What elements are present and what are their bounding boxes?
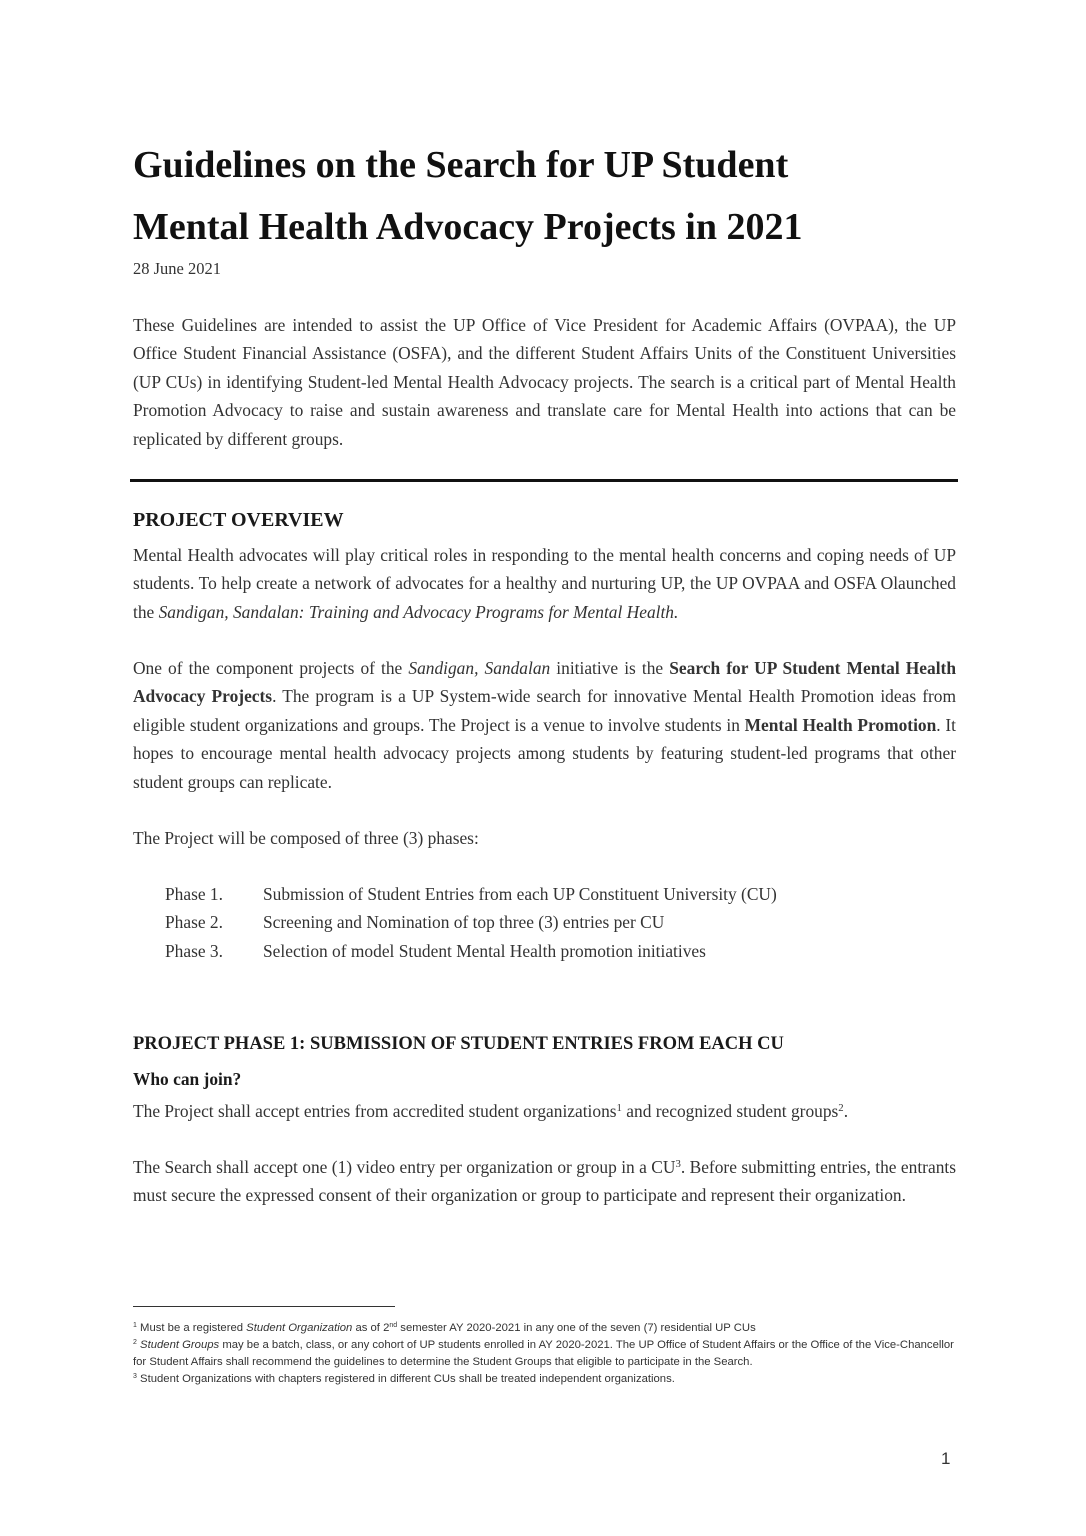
footnotes bbox=[133, 1320, 955, 1388]
section-divider bbox=[130, 479, 958, 482]
page-title bbox=[133, 134, 963, 258]
eligibility-text-a: The Project shall accept entries from accredited student organizations bbox=[133, 1101, 617, 1121]
footnote-number: 1 bbox=[133, 1322, 137, 1330]
phase1-heading: PROJECT PHASE 1: SUBMISSION OF STUDENT ENTRIES FROM EACH CU bbox=[133, 1034, 784, 1054]
component-paragraph bbox=[133, 654, 956, 796]
footnote-1 bbox=[133, 1320, 955, 1337]
eligibility-paragraph bbox=[133, 1097, 956, 1125]
phase-text: Screening and Nomination of top three (3) entries per CU bbox=[263, 912, 665, 933]
list-item bbox=[165, 908, 777, 936]
search-name: Search for UP Student Mental Health Advocacy Projects bbox=[133, 658, 957, 707]
component-text-c: . The program is a UP System-wide search for innovative Mental Health Promotion ideas from eligible student organizations and groups. The Project is a venue to involve students in bbox=[133, 686, 957, 735]
component-text-d: . It hopes to encourage mental health advocacy projects among students by featuring student-led programs that other student groups can replicate. bbox=[133, 714, 956, 792]
phase-label: Phase 2. bbox=[165, 912, 223, 933]
footnote-number: 3 bbox=[133, 1373, 137, 1381]
footnote-text: as of 2 bbox=[352, 1322, 390, 1334]
footnote-divider bbox=[133, 1306, 395, 1307]
overview-heading: PROJECT OVERVIEW bbox=[133, 509, 344, 531]
eligibility-text-c: . bbox=[843, 1101, 849, 1121]
program-title: Sandigan, Sandalan: Training and Advocacy Programs for Mental Health. bbox=[158, 601, 679, 622]
phase-text: Submission of Student Entries from each UP Constituent University (CU) bbox=[263, 884, 777, 904]
footnote-term: Student Groups bbox=[140, 1339, 220, 1351]
title-line-2: Mental Health Advocacy Projects in 2021 bbox=[133, 206, 803, 248]
intro-paragraph: These Guidelines are intended to assist the UP Office of Vice President for Academic Affairs (OVPAA), the UP Office Student Financial Assistance (OSFA), and the different Student Affairs Units of the Constituent Universities (UP CUs) in identifying Student-led Mental Health Advocacy projects. The search is a critical part of Mental Health Promotion Advocacy to raise and sustain awareness and translate care for Mental Health into actions that can be replicated by different groups. bbox=[133, 315, 956, 449]
component-text-b: initiative is the bbox=[550, 658, 670, 678]
page-number: 1 bbox=[941, 1449, 951, 1468]
entry-rules-paragraph bbox=[133, 1153, 956, 1210]
footnote-text: semester AY 2020-2021 in any one of the seven (7) residential UP CUs bbox=[397, 1322, 756, 1334]
phase-list bbox=[165, 880, 777, 965]
phases-intro: The Project will be composed of three (3) phases: bbox=[133, 828, 479, 848]
footnote-ref-2[interactable]: 2 bbox=[838, 1102, 844, 1115]
phase-label: Phase 3. bbox=[165, 940, 223, 961]
footnote-ref-3[interactable]: 3 bbox=[675, 1158, 681, 1171]
initiative-name: Sandigan, Sandalan bbox=[408, 658, 551, 678]
promotion-term: Mental Health Promotion bbox=[744, 714, 937, 735]
footnote-text: Must be a registered bbox=[136, 1322, 247, 1334]
eligibility-text-b: and recognized student groups bbox=[621, 1101, 839, 1121]
phase-label: Phase 1. bbox=[165, 884, 223, 904]
footnote-3 bbox=[133, 1371, 955, 1388]
footnote-text: Student Organizations with chapters registered in different CUs shall be treated independent organizations. bbox=[136, 1373, 675, 1385]
title-line-1: Guidelines on the Search for UP Student bbox=[133, 144, 789, 186]
entry-text-b: . Before submitting entries, the entrants must secure the expressed consent of their organization or group to participate and represent their organization. bbox=[133, 1157, 956, 1206]
ordinal-suffix: nd bbox=[389, 1322, 398, 1330]
list-item bbox=[165, 880, 777, 908]
overview-text: Mental Health advocates will play critical roles in responding to the mental health concerns and coping needs of UP students. To help create a network of advocates for a healthy and nurturing UP, the UP OVPAA and OSFA Olaunched the bbox=[133, 545, 956, 622]
phase-text: Selection of model Student Mental Health promotion initiatives bbox=[263, 940, 706, 961]
footnote-2 bbox=[133, 1337, 955, 1371]
footnote-term: Student Organization bbox=[246, 1322, 353, 1334]
overview-paragraph bbox=[133, 541, 956, 626]
footnote-ref-1[interactable]: 1 bbox=[616, 1102, 622, 1115]
document-date: 28 June 2021 bbox=[133, 259, 221, 278]
who-can-join-heading: Who can join? bbox=[133, 1069, 242, 1089]
component-text-a: One of the component projects of the bbox=[133, 658, 409, 678]
footnote-number: 2 bbox=[133, 1339, 137, 1347]
entry-text-a: The Search shall accept one (1) video entry per organization or group in a CU bbox=[133, 1157, 676, 1177]
list-item bbox=[165, 937, 777, 965]
footnote-text: may be a batch, class, or any cohort of UP students enrolled in AY 2020-2021. The UP Office of Student Affairs or the Office of the Vice-Chancellor for Student Affairs shall recommend the guidelines to determine the Student Groups that eligible to participate in the Search. bbox=[133, 1339, 954, 1368]
